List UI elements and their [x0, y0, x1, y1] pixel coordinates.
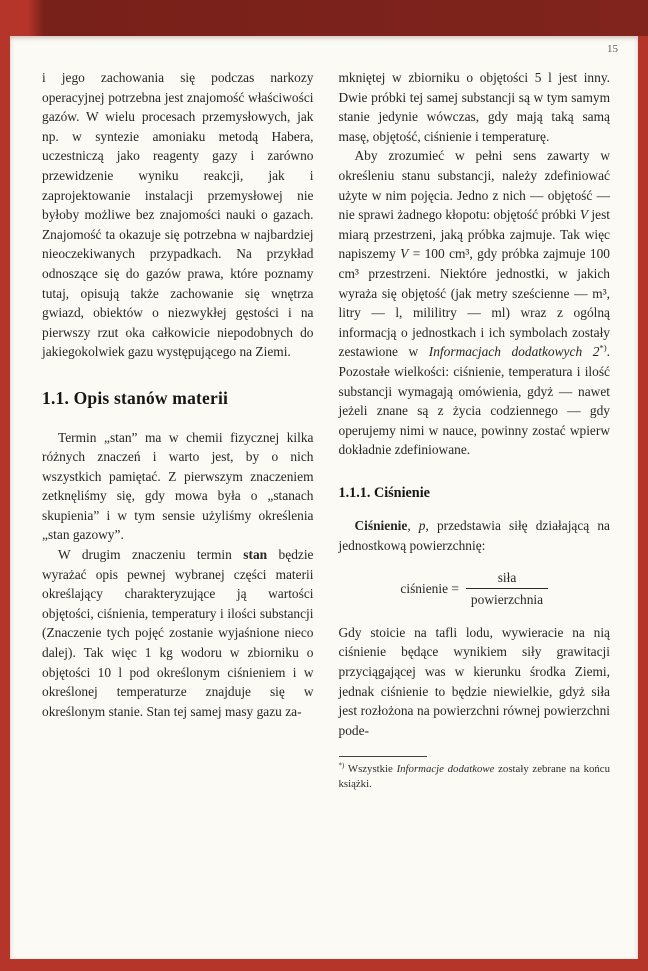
book-page	[10, 36, 638, 959]
paragraph: Gdy stoicie na tafli lodu, wywieracie na nią ciśnienie będące wynikiem siły grawitacji przyciągającej was w kierunku środka Ziemi, jednak ciśnienie to będzie niewielkie, gdyż siła jest rozłożona na powierzchni równej powierzchni pode-	[338, 624, 610, 738]
paragraph: W drugim znaczeniu termin stan będzie wyrażać opis pewnej wybranej części materii określający charakteryzujące ją wartości objętości, ciśnienia, temperatury i ilości substancji (Znaczenie tych pojęć zostanie wyjaśnione nieco dalej). Tak więc 1 kg wodoru w zbiorniku o objętości 10 l pod określonym ciśnieniem i w określonej temperaturze znajduje się w określonym stanie. Stan tej samej masy gazu za-	[42, 547, 314, 719]
paragraph: mkniętej w zbiorniku o objętości 5 l jest inny. Dwie próbki tej samej substancji są w tym samym stanie jedynie wówczas, gdy mają taką samą masę, objętość, ciśnienie i temperaturę.	[338, 70, 610, 144]
fraction-denominator: powierzchnia	[466, 588, 548, 611]
footnote-rule	[339, 756, 427, 757]
subsection-heading: 1.1.1. Ciśnienie	[338, 484, 430, 501]
equation-lhs: ciśnienie =	[400, 580, 459, 596]
page-number: 15	[607, 43, 618, 55]
paragraph: Aby zrozumieć w pełni sens zawarty w określeniu stanu substancji, należy zdefiniować użyte w nim pojęcia. Jedno z nich — objętość — nie sprawi żadnego kłopotu: objętość próbki V jest miarą przestrzeni, jaką próbka zajmuje. Tak więc napiszemy V = 100 cm³, gdy próbka zajmuje 100 cm³ przestrzeni. Niektóre jednostki, w jakich wyraża się objętość (jak metry sześcienne — m³, litry — l, mililitry — ml) wraz z ogólną informacją o jednostkach i ich symbolach zostały zestawione w Informacjach dodatkowych 2*). Pozostałe wielkości: ciśnienie, temperatura i ilość substancji wymagają omówienia, gdyż — nawet jeżeli znane są z życia codziennego — gdy operujemy nimi w nauce, powinny zostać wpierw dokładnie zdefiniowane.	[338, 148, 610, 458]
paragraph: i jego zachowania się podczas narkozy operacyjnej potrzebna jest znajomość właściwości gazów. W wielu procesach przemysłowych, jak np. w syntezie amoniaku metodą Habera, uczestniczą jako reagenty gazy i zarówno przewidzenie wyniku reakcji, jak i zaprojektowanie instalacji przemysłowej nie byłoby możliwe bez znajomości nauki o gazach. Znajomość ta okazuje się potrzebna w najbardziej nieoczekiwanych przypadkach. Na przykład odnoszące się do gazów prawa, które poznamy tutaj, opisują także zachowanie się wnętrza gwiazd, obiektów o niezwykłej gęstości i na pierwszy rzut oka całkowicie niepodobnych do jakiegokolwiek gazu występującego na Ziemi.	[42, 70, 314, 360]
fraction-numerator: siła	[497, 569, 517, 585]
footnote	[339, 756, 611, 791]
page-top-shadow	[0, 0, 648, 36]
paragraph: Ciśnienie, p, przedstawia siłę działającą na jednostkową powierzchnię:	[338, 518, 610, 554]
footnote-text: *) Wszystkie Informacje dodatkowe zostały zebrane na końcu książki.	[338, 761, 610, 790]
column-right	[339, 68, 611, 792]
paragraph: Termin „stan” ma w chemii fizycznej kilka różnych znaczeń i warto jest, by o nich wszystkich pamiętać. Z pierwszym znaczeniem zetknęliśmy się, gdy mowa była o „stanach skupienia” i w tym sensie użyliśmy określenia „stan gazowy”.	[42, 429, 314, 543]
page-content	[10, 36, 638, 792]
column-left	[42, 68, 314, 792]
pressure-equation	[339, 567, 611, 611]
section-heading: 1.1. Opis stanów materii	[42, 387, 229, 408]
fraction	[466, 567, 548, 611]
